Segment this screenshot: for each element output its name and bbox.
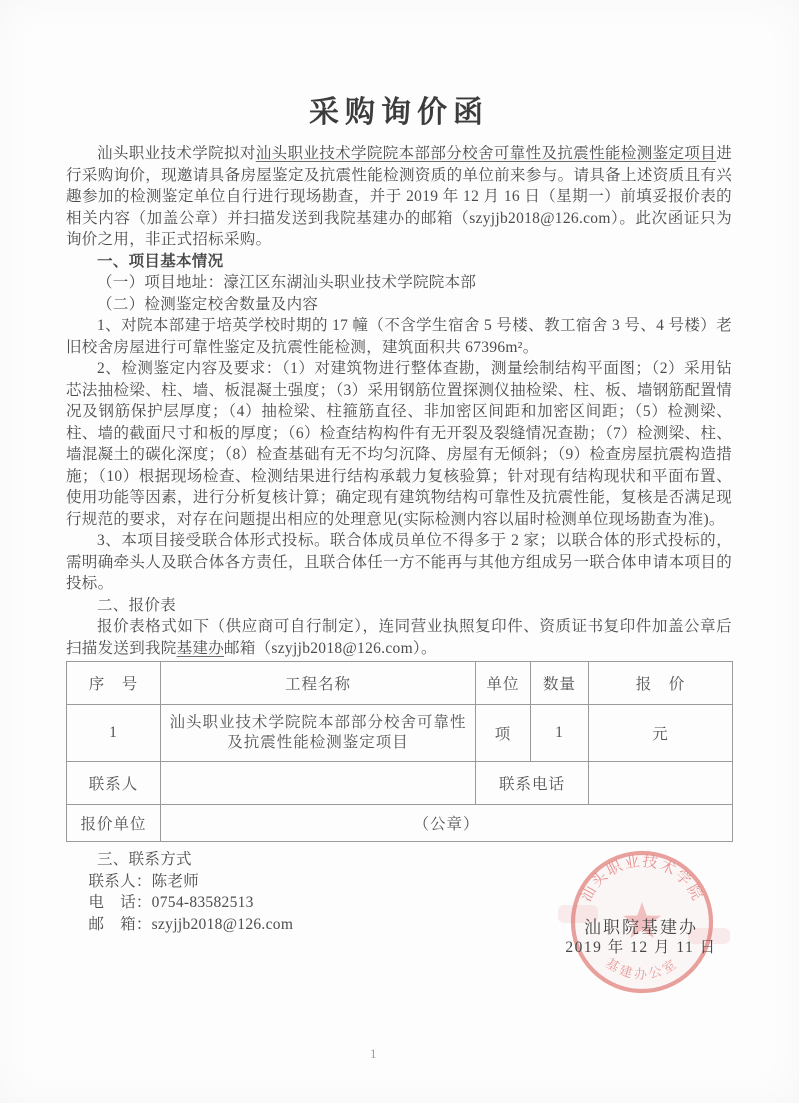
buildings-paragraph: 1、对院本部建于培英学校时期的 17 幢（不含学生宿舍 5 号楼、教工宿舍 3 号、4 号楼）老旧校舍房屋进行可靠性鉴定及抗震性能检测，建筑面积共 67396m²。 [66,317,732,356]
header-cell-project-name: 工程名称 [161,662,476,705]
quote-table-item-row [67,705,733,762]
intro-paragraph [66,143,732,251]
phone-label-cell: 联系电话 [476,762,589,805]
quote-table [66,661,733,842]
project-address-line: （一）项目地址：濠江区东湖汕头职业技术学院院本部 [97,274,477,291]
seal-ring-bottom-text: 基建办公室 [603,955,681,982]
section-heading-basic-info: 一、项目基本情况 [97,252,224,270]
contact-email-line: 邮 箱：szyjjb2018@126.com [88,915,294,933]
phone-blank-cell [589,762,733,805]
requirements-paragraph: 2、检测鉴定内容及要求：（1）对建筑物进行整体查勘，测量绘制结构平面图；（2）采用钻芯法抽检梁、柱、墙、板混凝土强度；（3）采用钢筋位置探测仪抽检梁、柱、板、墙钢筋配置情况及钢筋保护层厚度；（4）抽检梁、柱箍筋直径、非加密区间距和加密区间距；（5）检测梁、柱、墙的截面尺寸和板的厚度；（6）检查结构构件有无开裂及裂缝情况查勘；（7）检测梁、柱、墙混凝土的碳化深度；（8）检查基础有无不均匀沉降、房屋有无倾斜；（9）检查房屋抗震构造措施；（10）根据现场检查、检测结果进行结构承载力复核验算；针对现有结构现状和平面布置、使用功能等因素，进行分析复核计算；确定现有建筑物结构可靠性及抗震性能，复核是否满足现行规范的要求，对存在问题提出相应的处理意见(实际检测内容以届时检测单位现场勘查为准)。 [66,360,732,528]
quote-note-pre: 报价表格式如下（供应商可自行制定），连同营业执照复印件、资质证书复印件加盖公章后扫描发送到我院 [66,618,732,657]
quote-table-contact-row [67,762,733,805]
section-heading-quote-table: 二、报价表 [97,596,177,614]
quote-note-underlined: 基建办 [176,639,225,657]
contact-person-line: 联系人：陈老师 [88,872,200,890]
inspection-scope-line: （二）检测鉴定校舍数量及内容 [97,295,319,313]
seal-office-label: 汕职院基建办 [584,918,698,937]
item-cell-no: 1 [67,705,161,762]
contact-blank-cell [161,762,476,805]
page-number: 1 [370,1046,377,1061]
seal-date-label: 2019 年 12 月 11 日 [565,939,717,956]
quoter-label-cell: 报价单位 [67,805,161,842]
item-cell-unit: 项 [476,705,531,762]
intro-text-pre: 汕头职业技术学院拟对 [97,145,256,162]
project-name-underlined: 汕头职业技术学院院本部部分校舍可靠性及抗震性能检测鉴定项目 [255,145,717,162]
header-cell-no: 序 号 [67,662,161,705]
consortium-paragraph: 3、本项目接受联合体形式投标。联合体成员单位不得多于 2 家；以联合体的形式投标的，需明确牵头人及联合体各方责任，且联合体任一方不能再与其他方组成另一联合体申请本项目的投标。 [66,532,732,592]
quote-table-header-row [67,662,733,705]
page-title: 采购询价函 [309,96,489,129]
item-cell-price: 元 [589,705,733,762]
item-cell-project-name: 汕头职业技术学院院本部部分校舍可靠性及抗震性能检测鉴定项目 [161,705,476,762]
contact-phone-line: 电 话：0754-83582513 [88,894,254,911]
header-cell-price: 报 价 [589,662,733,705]
intro-text-post: 进行采购询价，现邀请具备房屋鉴定及抗震性能检测资质的单位前来参与。请具备上述资质且有兴趣参加的检测鉴定单位自行进行现场勘查，并于 2019 年 12 月 16 日（星期一）前填妥报价表的相关内容（加盖公章）并扫描发送到我院基建办的邮箱（szyjjb2018@126.com）。此次函证只为询价之用，非正式招标采购。 [66,145,732,248]
company-seal-cell: （公章） [161,805,733,842]
item-cell-quantity: 1 [531,705,589,762]
contact-label-cell: 联系人 [67,762,161,805]
header-cell-unit: 单位 [476,662,531,705]
seal-ring-top-text: 汕头职业技术学院 [578,853,706,905]
quote-note-post: 邮箱（szyjjb2018@126.com）。 [224,639,437,657]
quote-instruction-paragraph [66,616,732,659]
header-cell-quantity: 数量 [531,662,589,705]
section-heading-contact: 三、联系方式 [97,851,192,868]
